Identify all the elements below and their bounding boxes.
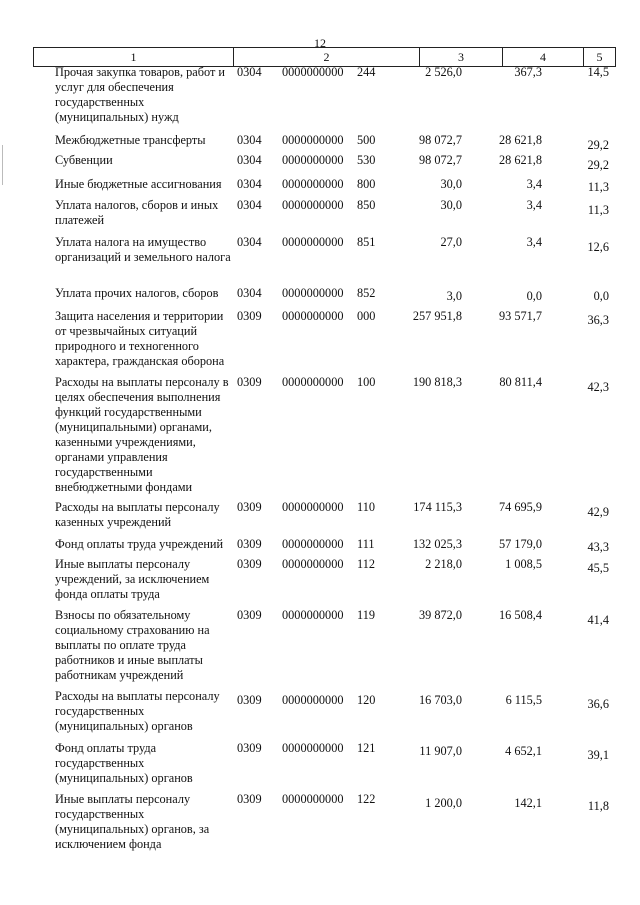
row-section: 0309 [237, 309, 262, 323]
page-number: 12 [314, 36, 326, 50]
row-csr: 0000000000 [282, 537, 344, 551]
header-col-3: 3 [420, 48, 503, 66]
row-csr: 0000000000 [282, 557, 344, 571]
row-pct: 42,9 [587, 505, 609, 519]
row-section: 0304 [237, 133, 262, 147]
row-csr: 0000000000 [282, 133, 344, 147]
row-csr: 0000000000 [282, 286, 344, 300]
row-pct: 29,2 [587, 158, 609, 172]
row-plan: 174 115,3 [413, 500, 462, 514]
row-plan: 1 200,0 [425, 796, 462, 810]
row-name: Расходы на выплаты персоналу казенных учреждений [55, 500, 220, 529]
row-section: 0309 [237, 557, 262, 571]
row-plan: 98 072,7 [418, 133, 462, 147]
row-name: Уплата прочих налогов, сборов [55, 286, 219, 300]
scan-artifact [2, 145, 3, 185]
row-type: 244 [357, 65, 376, 79]
row-name: Иные бюджетные ассигнования [55, 177, 222, 191]
row-section: 0304 [237, 65, 262, 79]
row-section: 0304 [237, 153, 262, 167]
row-name: Уплата налога на имущество организаций и земельного налога [55, 235, 231, 264]
row-plan: 3,0 [446, 289, 462, 303]
row-csr: 0000000000 [282, 608, 344, 622]
row-type: 112 [357, 557, 375, 571]
row-type: 530 [357, 153, 376, 167]
row-exec: 16 508,4 [498, 608, 542, 622]
row-section: 0309 [237, 608, 262, 622]
row-section: 0309 [237, 537, 262, 551]
row-type: 111 [357, 537, 375, 551]
row-exec: 28 621,8 [498, 153, 542, 167]
row-pct: 39,1 [587, 748, 609, 762]
row-exec: 28 621,8 [498, 133, 542, 147]
row-pct: 14,5 [587, 65, 609, 79]
row-type: 850 [357, 198, 376, 212]
row-section: 0309 [237, 741, 262, 755]
row-plan: 30,0 [440, 198, 462, 212]
row-type: 121 [357, 741, 376, 755]
row-exec: 0,0 [526, 289, 542, 303]
row-pct: 42,3 [587, 380, 609, 394]
header-col-2: 2 [234, 48, 420, 66]
row-name: Защита населения и территории от чрезвычайных ситуаций природного и техногенного характера, гражданская оборона [55, 309, 225, 368]
row-type: 500 [357, 133, 376, 147]
row-exec: 1 008,5 [505, 557, 542, 571]
row-section: 0304 [237, 286, 262, 300]
row-name: Уплата налогов, сборов и иных платежей [55, 198, 219, 227]
row-pct: 36,6 [587, 697, 609, 711]
row-exec: 3,4 [526, 235, 542, 249]
row-section: 0309 [237, 500, 262, 514]
row-type: 122 [357, 792, 376, 806]
row-pct: 45,5 [587, 561, 609, 575]
row-plan: 132 025,3 [412, 537, 462, 551]
row-exec: 3,4 [526, 177, 542, 191]
row-name: Прочая закупка товаров, работ и услуг для обеспечения государственных (муниципальных) нужд [55, 65, 225, 124]
row-name: Расходы на выплаты персоналу в целях обеспечения выполнения функций государственными (муниципальными) органами, казенными учреждениями, органами управления государственными внебюджетными фондами [55, 375, 229, 494]
row-csr: 0000000000 [282, 375, 344, 389]
row-exec: 93 571,7 [498, 309, 542, 323]
row-exec: 57 179,0 [498, 537, 542, 551]
row-section: 0304 [237, 177, 262, 191]
row-section: 0309 [237, 792, 262, 806]
row-plan: 190 818,3 [412, 375, 462, 389]
row-pct: 41,4 [587, 613, 609, 627]
row-section: 0304 [237, 198, 262, 212]
row-name: Расходы на выплаты персоналу государственных (муниципальных) органов [55, 689, 220, 733]
row-csr: 0000000000 [282, 235, 344, 249]
row-name: Межбюджетные трансферты [55, 133, 206, 147]
row-plan: 11 907,0 [419, 744, 462, 758]
row-csr: 0000000000 [282, 500, 344, 514]
row-plan: 2 218,0 [425, 557, 462, 571]
row-name: Фонд оплаты труда учреждений [55, 537, 224, 551]
row-csr: 0000000000 [282, 309, 344, 323]
row-plan: 257 951,8 [412, 309, 462, 323]
row-type: 000 [357, 309, 376, 323]
row-name: Субвенции [55, 153, 113, 167]
row-type: 110 [357, 500, 375, 514]
row-plan: 98 072,7 [418, 153, 462, 167]
row-type: 800 [357, 177, 376, 191]
row-name: Иные выплаты персоналу государственных (муниципальных) органов, за исключением фонда [55, 792, 210, 851]
row-exec: 367,3 [514, 65, 542, 79]
row-csr: 0000000000 [282, 153, 344, 167]
row-plan: 30,0 [440, 177, 462, 191]
table-header [33, 47, 616, 67]
row-plan: 27,0 [440, 235, 462, 249]
row-pct: 29,2 [587, 138, 609, 152]
row-plan: 16 703,0 [418, 693, 462, 707]
row-section: 0309 [237, 693, 262, 707]
row-exec: 4 652,1 [505, 744, 542, 758]
row-exec: 74 695,9 [498, 500, 542, 514]
row-type: 852 [357, 286, 376, 300]
row-plan: 39 872,0 [418, 608, 462, 622]
row-csr: 0000000000 [282, 693, 344, 707]
row-name: Взносы по обязательному социальному страхованию на выплаты по оплате труда работников и иные выплаты работникам учреждений [55, 608, 210, 682]
row-type: 120 [357, 693, 376, 707]
row-csr: 0000000000 [282, 741, 344, 755]
row-pct: 11,8 [587, 799, 609, 813]
row-section: 0304 [237, 235, 262, 249]
row-pct: 36,3 [587, 313, 609, 327]
row-pct: 12,6 [587, 240, 609, 254]
row-type: 100 [357, 375, 376, 389]
header-col-4: 4 [503, 48, 584, 66]
row-pct: 43,3 [587, 540, 609, 554]
row-name: Иные выплаты персоналу учреждений, за исключением фонда оплаты труда [55, 557, 210, 601]
row-exec: 3,4 [526, 198, 542, 212]
row-pct: 0,0 [593, 289, 609, 303]
row-pct: 11,3 [587, 180, 609, 194]
row-plan: 2 526,0 [425, 65, 462, 79]
row-type: 119 [357, 608, 375, 622]
row-section: 0309 [237, 375, 262, 389]
row-csr: 0000000000 [282, 198, 344, 212]
row-csr: 0000000000 [282, 65, 344, 79]
row-exec: 142,1 [514, 796, 542, 810]
row-pct: 11,3 [587, 203, 609, 217]
row-type: 851 [357, 235, 376, 249]
row-exec: 80 811,4 [499, 375, 542, 389]
row-exec: 6 115,5 [505, 693, 542, 707]
header-col-5: 5 [596, 50, 603, 64]
header-col-1: 1 [34, 48, 234, 66]
row-csr: 0000000000 [282, 177, 344, 191]
row-csr: 0000000000 [282, 792, 344, 806]
row-name: Фонд оплаты труда государственных (муниципальных) органов [55, 741, 193, 785]
